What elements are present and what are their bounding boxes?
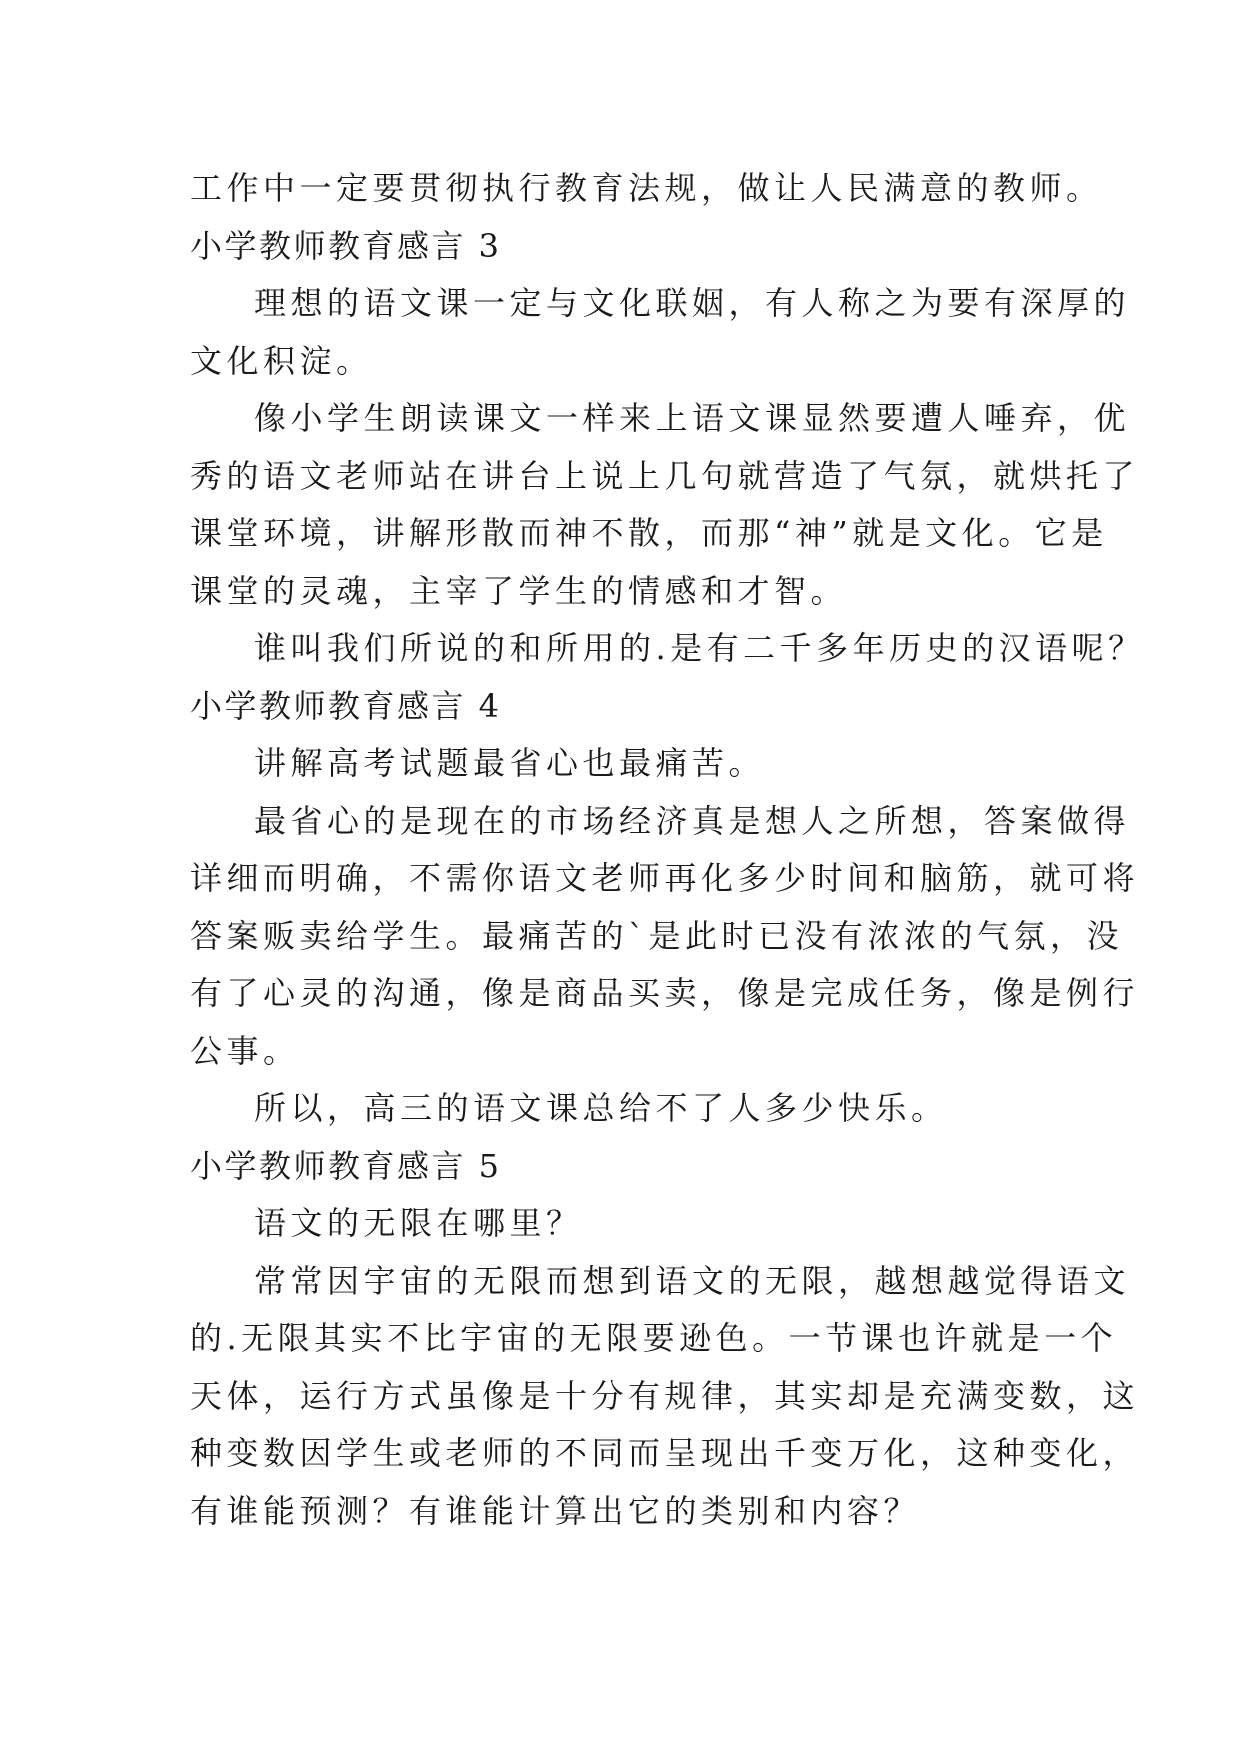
text-line: 谁叫我们所说的和所用的.是有二千多年历史的汉语呢？	[254, 629, 1145, 667]
section-heading: 小学教师教育感言 4	[190, 686, 502, 725]
text-line: 详细而明确，不需你语文老师再化多少时间和脑筋，就可将	[190, 859, 1140, 897]
text-line: 有了心灵的沟通，像是商品买卖，像是完成任务，像是例行	[190, 974, 1140, 1012]
text-line: 最省心的是现在的市场经济真是想人之所想，答案做得	[254, 801, 1131, 840]
text-line: 秀的语文老师站在讲台上说上几句就营造了气氛，就烘托了	[190, 456, 1140, 495]
section-heading: 小学教师教育感言 3	[190, 226, 502, 265]
document-page	[190, 160, 1145, 1540]
text-line: 的.无限其实不比宇宙的无限要逊色。一节课也许就是一个	[190, 1319, 1118, 1357]
text-line: 常常因宇宙的无限而想到语文的无限，越想越觉得语文	[254, 1261, 1131, 1300]
text-line: 公事。	[190, 1031, 300, 1070]
text-line: 课堂环境，讲解形散而神不散，而那“神”就是文化。它是	[190, 514, 1108, 552]
text-line: 讲解高考试题最省心也最痛苦。	[254, 744, 766, 782]
text-line: 像小学生朗读课文一样来上语文课显然要遭人唾弃，优	[254, 399, 1131, 437]
text-line: 所以，高三的语文课总给不了人多少快乐。	[254, 1089, 948, 1127]
text-line: 文化积淀。	[190, 341, 373, 380]
section-heading: 小学教师教育感言 5	[190, 1146, 502, 1185]
text-line: 语文的无限在哪里？	[254, 1204, 583, 1242]
text-line: 天体，运行方式虽像是十分有规律，其实却是充满变数，这	[190, 1376, 1140, 1415]
text-line: 课堂的灵魂，主宰了学生的情感和才智。	[190, 571, 848, 610]
text-line: 种变数因学生或老师的不同而呈现出千变万化，这种变化，	[190, 1434, 1140, 1472]
text-line: 答案贩卖给学生。最痛苦的`是此时已没有浓浓的气氛，没	[190, 916, 1124, 955]
text-line: 工作中一定要贯彻执行教育法规，做让人民满意的教师。	[190, 169, 1103, 207]
text-line: 有谁能预测？有谁能计算出它的类别和内容？	[190, 1491, 921, 1530]
text-line: 理想的语文课一定与文化联姻，有人称之为要有深厚的	[254, 284, 1131, 322]
